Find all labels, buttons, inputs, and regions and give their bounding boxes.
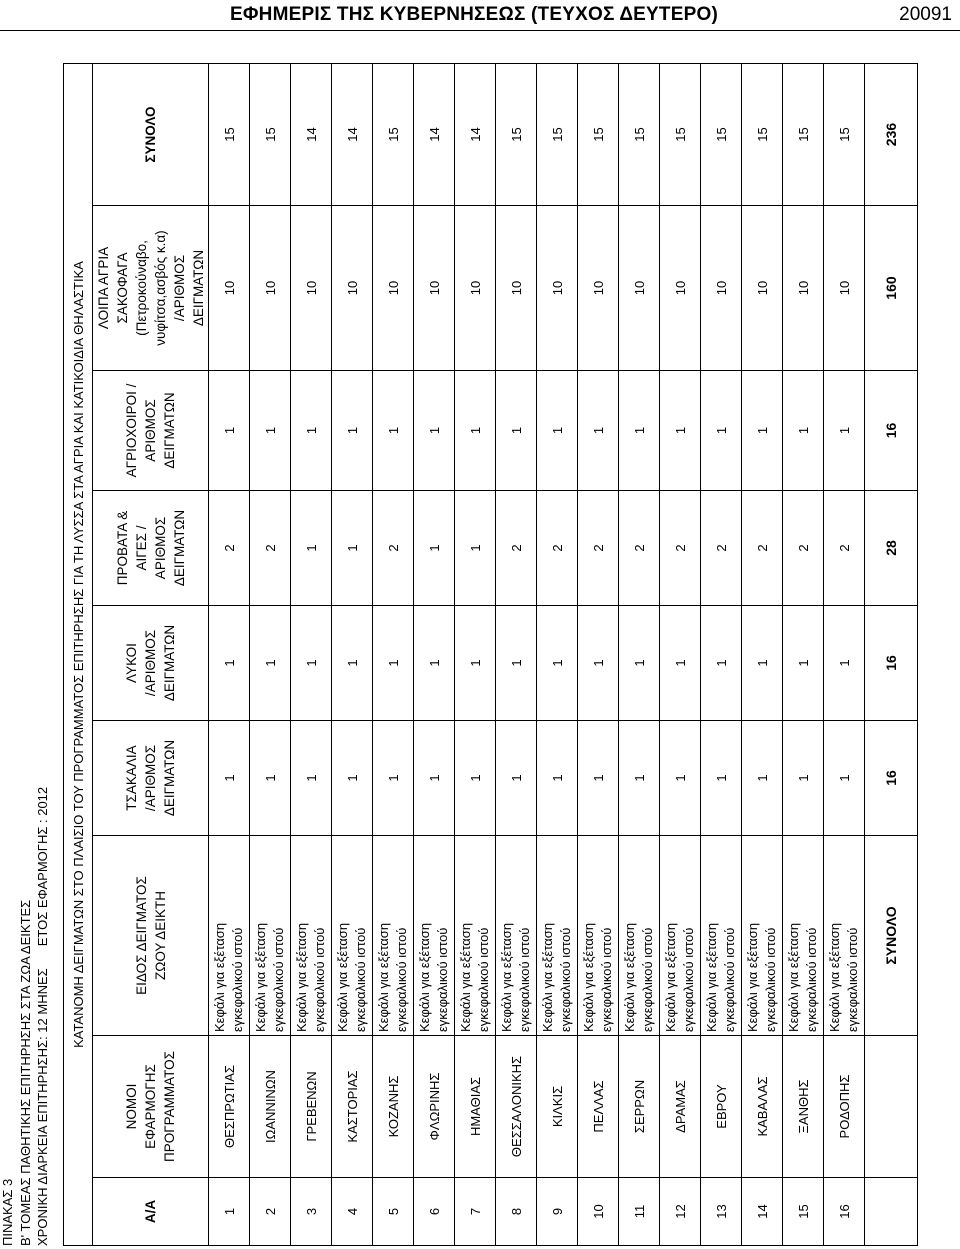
sample-type-line1: Κεφάλι για εξέταση bbox=[417, 922, 432, 1032]
cell-aa: 14 bbox=[742, 1178, 783, 1246]
table-header-row bbox=[93, 64, 209, 1246]
cell-provata: 2 bbox=[619, 491, 660, 606]
table-row bbox=[783, 64, 824, 1246]
sample-type-line1: Κεφάλι για εξέταση bbox=[704, 922, 719, 1032]
sample-type-line2: εγκεφαλικού ιστού bbox=[353, 927, 368, 1032]
cell-tsakalia: 1 bbox=[537, 721, 578, 836]
table-totals-row bbox=[865, 64, 918, 1246]
cell-synolo: 15 bbox=[619, 64, 660, 206]
cell-agriochoiroi: 1 bbox=[209, 371, 250, 491]
table-row bbox=[660, 64, 701, 1246]
cell-lykoi: 1 bbox=[578, 606, 619, 721]
table-banner: ΚΑΤΑΝΟΜΗ ΔΕΙΓΜΑΤΩΝ ΣΤΟ ΠΛΑΙΣΙΟ ΤΟΥ ΠΡΟΓΡΑΜΜΑΤΟΣ ΕΠΙΤΗΡΗΣΗΣ ΓΙΑ ΤΗ ΛΥΣΣΑ ΣΤΑ ΑΓΡΙΑ ΚΑΙ ΚΑΤΙΚΟΙΔΙΑ ΘΗΛΑΣΤΙΚΑ bbox=[64, 64, 93, 1246]
totals-tsakalia: 16 bbox=[865, 721, 918, 836]
cell-tsakalia: 1 bbox=[414, 721, 455, 836]
sample-type-line1: Κεφάλι για εξέταση bbox=[499, 922, 514, 1032]
table-row bbox=[619, 64, 660, 1246]
cell-provata: 1 bbox=[291, 491, 332, 606]
cell-nomos: ΠΕΛΛΑΣ bbox=[578, 1036, 619, 1178]
cell-loipa: 10 bbox=[250, 206, 291, 371]
cell-agriochoiroi: 1 bbox=[250, 371, 291, 491]
cell-provata: 2 bbox=[537, 491, 578, 606]
cell-loipa: 10 bbox=[209, 206, 250, 371]
cell-provata: 2 bbox=[783, 491, 824, 606]
cell-agriochoiroi: 1 bbox=[537, 371, 578, 491]
cell-synolo: 14 bbox=[332, 64, 373, 206]
header-eidos: ΕΙΔΟΣ ΔΕΙΓΜΑΤΟΣ ΖΩΟΥ ΔΕΙΚΤΗ bbox=[93, 836, 209, 1036]
table-row bbox=[496, 64, 537, 1246]
table-row bbox=[414, 64, 455, 1246]
header-loipa: ΛΟΙΠΑ ΑΓΡΙΑ ΣΑΚΟΦΑΓΑ (Πετροκούναβο, νυφίτσα,ασβός κ.α) /ΑΡΙΘΜΟΣ ΔΕΙΓΜΑΤΩΝ bbox=[93, 206, 209, 371]
table-row bbox=[701, 64, 742, 1246]
cell-nomos: ΞΑΝΘΗΣ bbox=[783, 1036, 824, 1178]
sample-type-line2: εγκεφαλικού ιστού bbox=[517, 927, 532, 1032]
cell-synolo: 15 bbox=[209, 64, 250, 206]
gazette-header bbox=[0, 0, 960, 31]
cell-agriochoiroi: 1 bbox=[742, 371, 783, 491]
cell-aa: 1 bbox=[209, 1178, 250, 1246]
cell-sample-type bbox=[250, 836, 291, 1036]
cell-tsakalia: 1 bbox=[455, 721, 496, 836]
sample-type-line1: Κεφάλι για εξέταση bbox=[376, 922, 391, 1032]
cell-aa: 15 bbox=[783, 1178, 824, 1246]
table-row bbox=[373, 64, 414, 1246]
cell-tsakalia: 1 bbox=[332, 721, 373, 836]
cell-nomos: ΚΑΣΤΟΡΙΑΣ bbox=[332, 1036, 373, 1178]
cell-tsakalia: 1 bbox=[619, 721, 660, 836]
sample-type-line2: εγκεφαλικού ιστού bbox=[599, 927, 614, 1032]
cell-lykoi: 1 bbox=[537, 606, 578, 721]
cell-aa: 12 bbox=[660, 1178, 701, 1246]
sample-type-line1: Κεφάλι για εξέταση bbox=[294, 922, 309, 1032]
cell-provata: 2 bbox=[742, 491, 783, 606]
cell-agriochoiroi: 1 bbox=[783, 371, 824, 491]
table-caption-duration: ΧΡΟΝΙΚΗ ΔΙΑΡΚΕΙΑ ΕΠΙΤΗΡΗΣΗΣ: 12 ΜΗΝΕΣΕΤΟΣ ΕΦΑΡΜΟΓΗΣ : 2012 bbox=[35, 786, 50, 1246]
cell-agriochoiroi: 1 bbox=[660, 371, 701, 491]
sample-type-line1: Κεφάλι για εξέταση bbox=[663, 922, 678, 1032]
cell-lykoi: 1 bbox=[660, 606, 701, 721]
totals-synolo: 236 bbox=[865, 64, 918, 206]
cell-loipa: 10 bbox=[537, 206, 578, 371]
cell-tsakalia: 1 bbox=[742, 721, 783, 836]
cell-provata: 1 bbox=[332, 491, 373, 606]
cell-tsakalia: 1 bbox=[291, 721, 332, 836]
table-row bbox=[291, 64, 332, 1246]
sample-type-line2: εγκεφαλικού ιστού bbox=[640, 927, 655, 1032]
sample-type-line2: εγκεφαλικού ιστού bbox=[763, 927, 778, 1032]
sample-type-line1: Κεφάλι για εξέταση bbox=[335, 922, 350, 1032]
cell-synolo: 15 bbox=[660, 64, 701, 206]
table-body bbox=[209, 64, 865, 1246]
sample-type-line2: εγκεφαλικού ιστού bbox=[722, 927, 737, 1032]
cell-aa: 5 bbox=[373, 1178, 414, 1246]
table-row bbox=[537, 64, 578, 1246]
cell-loipa: 10 bbox=[291, 206, 332, 371]
totals-label: ΣΥΝΟΛΟ bbox=[865, 836, 918, 1036]
cell-loipa: 10 bbox=[373, 206, 414, 371]
cell-nomos: ΕΒΡΟΥ bbox=[701, 1036, 742, 1178]
cell-nomos: ΚΟΖΑΝΗΣ bbox=[373, 1036, 414, 1178]
sample-type-line1: Κεφάλι για εξέταση bbox=[622, 922, 637, 1032]
cell-agriochoiroi: 1 bbox=[373, 371, 414, 491]
cell-lykoi: 1 bbox=[824, 606, 865, 721]
cell-agriochoiroi: 1 bbox=[824, 371, 865, 491]
sample-type-line1: Κεφάλι για εξέταση bbox=[581, 922, 596, 1032]
cell-loipa: 10 bbox=[619, 206, 660, 371]
cell-loipa: 10 bbox=[578, 206, 619, 371]
cell-synolo: 15 bbox=[496, 64, 537, 206]
cell-sample-type bbox=[414, 836, 455, 1036]
totals-agriochoiroi: 16 bbox=[865, 371, 918, 491]
sample-type-line1: Κεφάλι για εξέταση bbox=[786, 922, 801, 1032]
header-agriochoiroi: ΑΓΡΙΟΧΟΙΡΟΙ / ΑΡΙΘΜΟΣ ΔΕΙΓΜΑΤΩΝ bbox=[93, 371, 209, 491]
cell-nomos: ΣΕΡΡΩΝ bbox=[619, 1036, 660, 1178]
sample-type-line2: εγκεφαλικού ιστού bbox=[804, 927, 819, 1032]
cell-lykoi: 1 bbox=[250, 606, 291, 721]
cell-lykoi: 1 bbox=[332, 606, 373, 721]
sample-type-line1: Κεφάλι για εξέταση bbox=[540, 922, 555, 1032]
cell-provata: 2 bbox=[578, 491, 619, 606]
cell-synolo: 15 bbox=[824, 64, 865, 206]
cell-synolo: 15 bbox=[742, 64, 783, 206]
cell-provata: 2 bbox=[824, 491, 865, 606]
cell-aa: 11 bbox=[619, 1178, 660, 1246]
cell-aa: 10 bbox=[578, 1178, 619, 1246]
cell-synolo: 15 bbox=[373, 64, 414, 206]
cell-synolo: 14 bbox=[414, 64, 455, 206]
cell-agriochoiroi: 1 bbox=[332, 371, 373, 491]
cell-lykoi: 1 bbox=[783, 606, 824, 721]
totals-provata: 28 bbox=[865, 491, 918, 606]
cell-provata: 1 bbox=[455, 491, 496, 606]
header-nomoi: ΝΟΜΟΙ ΕΦΑΡΜΟΓΗΣ ΠΡΟΓΡΑΜΜΑΤΟΣ bbox=[93, 1036, 209, 1178]
cell-lykoi: 1 bbox=[701, 606, 742, 721]
cell-synolo: 15 bbox=[537, 64, 578, 206]
cell-aa: 4 bbox=[332, 1178, 373, 1246]
cell-tsakalia: 1 bbox=[496, 721, 537, 836]
totals-empty-cell bbox=[865, 1178, 918, 1246]
cell-aa: 13 bbox=[701, 1178, 742, 1246]
cell-aa: 7 bbox=[455, 1178, 496, 1246]
totals-empty-cell bbox=[865, 1036, 918, 1178]
cell-lykoi: 1 bbox=[373, 606, 414, 721]
cell-lykoi: 1 bbox=[291, 606, 332, 721]
cell-agriochoiroi: 1 bbox=[414, 371, 455, 491]
sample-type-line2: εγκεφαλικού ιστού bbox=[558, 927, 573, 1032]
cell-nomos: ΘΕΣΣΑΛΟΝΙΚΗΣ bbox=[496, 1036, 537, 1178]
cell-aa: 8 bbox=[496, 1178, 537, 1246]
header-provata: ΠΡΟΒΑΤΑ & ΑΙΓΕΣ / ΑΡΙΘΜΟΣ ΔΕΙΓΜΑΤΩΝ bbox=[93, 491, 209, 606]
cell-sample-type bbox=[209, 836, 250, 1036]
totals-loipa: 160 bbox=[865, 206, 918, 371]
cell-nomos: ΙΩΑΝΝΙΝΩΝ bbox=[250, 1036, 291, 1178]
table-row bbox=[250, 64, 291, 1246]
sample-type-line2: εγκεφαλικού ιστού bbox=[845, 927, 860, 1032]
table-row bbox=[332, 64, 373, 1246]
header-lykoi: ΛΥΚΟΙ /ΑΡΙΘΜΟΣ ΔΕΙΓΜΑΤΩΝ bbox=[93, 606, 209, 721]
table-caption-title: ΠΙΝΑΚΑΣ 3 bbox=[0, 1178, 15, 1246]
cell-provata: 2 bbox=[250, 491, 291, 606]
cell-sample-type bbox=[332, 836, 373, 1036]
sample-type-line2: εγκεφαλικού ιστού bbox=[681, 927, 696, 1032]
table-row bbox=[824, 64, 865, 1246]
cell-tsakalia: 1 bbox=[578, 721, 619, 836]
cell-synolo: 14 bbox=[455, 64, 496, 206]
cell-agriochoiroi: 1 bbox=[578, 371, 619, 491]
table-row bbox=[578, 64, 619, 1246]
table-caption-sector: Β' ΤΟΜΕΑΣ ΠΑΘΗΤΙΚΗΣ ΕΠΙΤΗΡΗΣΗΣ ΣΤΑ ΖΩΑ ΔΕΙΚΤΕΣ bbox=[18, 899, 33, 1246]
cell-aa: 2 bbox=[250, 1178, 291, 1246]
cell-loipa: 10 bbox=[455, 206, 496, 371]
totals-lykoi: 16 bbox=[865, 606, 918, 721]
gazette-title: ΕΦΗΜΕΡΙΣ ΤΗΣ ΚΥΒΕΡΝΗΣΕΩΣ (ΤΕΥΧΟΣ ΔΕΥΤΕΡΟ) bbox=[230, 4, 718, 25]
table-row bbox=[455, 64, 496, 1246]
cell-lykoi: 1 bbox=[619, 606, 660, 721]
cell-sample-type bbox=[537, 836, 578, 1036]
cell-lykoi: 1 bbox=[209, 606, 250, 721]
cell-aa: 16 bbox=[824, 1178, 865, 1246]
cell-sample-type bbox=[619, 836, 660, 1036]
cell-synolo: 15 bbox=[783, 64, 824, 206]
cell-provata: 2 bbox=[209, 491, 250, 606]
cell-aa: 6 bbox=[414, 1178, 455, 1246]
cell-aa: 9 bbox=[537, 1178, 578, 1246]
cell-agriochoiroi: 1 bbox=[701, 371, 742, 491]
cell-agriochoiroi: 1 bbox=[496, 371, 537, 491]
sample-type-line2: εγκεφαλικού ιστού bbox=[271, 927, 286, 1032]
cell-agriochoiroi: 1 bbox=[455, 371, 496, 491]
cell-nomos: ΘΕΣΠΡΩΤΙΑΣ bbox=[209, 1036, 250, 1178]
cell-tsakalia: 1 bbox=[209, 721, 250, 836]
cell-provata: 1 bbox=[414, 491, 455, 606]
cell-tsakalia: 1 bbox=[824, 721, 865, 836]
sample-type-line1: Κεφάλι για εξέταση bbox=[745, 922, 760, 1032]
cell-synolo: 14 bbox=[291, 64, 332, 206]
sample-type-line2: εγκεφαλικού ιστού bbox=[435, 927, 450, 1032]
cell-sample-type bbox=[455, 836, 496, 1036]
cell-sample-type bbox=[578, 836, 619, 1036]
sample-type-line2: εγκεφαλικού ιστού bbox=[394, 927, 409, 1032]
cell-loipa: 10 bbox=[783, 206, 824, 371]
sample-type-line2: εγκεφαλικού ιστού bbox=[312, 927, 327, 1032]
cell-loipa: 10 bbox=[332, 206, 373, 371]
cell-nomos: ΦΛΩΡΙΝΗΣ bbox=[414, 1036, 455, 1178]
cell-synolo: 15 bbox=[250, 64, 291, 206]
cell-sample-type bbox=[701, 836, 742, 1036]
cell-provata: 2 bbox=[373, 491, 414, 606]
sample-type-line1: Κεφάλι για εξέταση bbox=[212, 922, 227, 1032]
cell-tsakalia: 1 bbox=[660, 721, 701, 836]
cell-loipa: 10 bbox=[660, 206, 701, 371]
sample-type-line1: Κεφάλι για εξέταση bbox=[253, 922, 268, 1032]
rotated-table-page bbox=[0, 34, 960, 1249]
cell-agriochoiroi: 1 bbox=[291, 371, 332, 491]
cell-sample-type bbox=[824, 836, 865, 1036]
sampling-distribution-table bbox=[63, 63, 918, 1246]
cell-loipa: 10 bbox=[824, 206, 865, 371]
sample-type-line2: εγκεφαλικού ιστού bbox=[476, 927, 491, 1032]
cell-lykoi: 1 bbox=[414, 606, 455, 721]
cell-provata: 2 bbox=[660, 491, 701, 606]
cell-tsakalia: 1 bbox=[701, 721, 742, 836]
cell-tsakalia: 1 bbox=[250, 721, 291, 836]
sample-type-line2: εγκεφαλικού ιστού bbox=[230, 927, 245, 1032]
cell-provata: 2 bbox=[701, 491, 742, 606]
cell-loipa: 10 bbox=[496, 206, 537, 371]
cell-sample-type bbox=[373, 836, 414, 1036]
header-aa: Α/Α bbox=[93, 1178, 209, 1246]
table-row bbox=[742, 64, 783, 1246]
cell-tsakalia: 1 bbox=[373, 721, 414, 836]
cell-tsakalia: 1 bbox=[783, 721, 824, 836]
cell-nomos: ΓΡΕΒΕΝΩΝ bbox=[291, 1036, 332, 1178]
cell-sample-type bbox=[291, 836, 332, 1036]
cell-synolo: 15 bbox=[701, 64, 742, 206]
sample-type-line1: Κεφάλι για εξέταση bbox=[827, 922, 842, 1032]
cell-agriochoiroi: 1 bbox=[619, 371, 660, 491]
cell-loipa: 10 bbox=[742, 206, 783, 371]
cell-nomos: ΡΟΔΟΠΗΣ bbox=[824, 1036, 865, 1178]
cell-nomos: ΚΑΒΑΛΑΣ bbox=[742, 1036, 783, 1178]
cell-aa: 3 bbox=[291, 1178, 332, 1246]
cell-synolo: 15 bbox=[578, 64, 619, 206]
cell-nomos: ΚΙΛΚΙΣ bbox=[537, 1036, 578, 1178]
cell-provata: 2 bbox=[496, 491, 537, 606]
cell-nomos: ΗΜΑΘΙΑΣ bbox=[455, 1036, 496, 1178]
cell-lykoi: 1 bbox=[455, 606, 496, 721]
cell-sample-type bbox=[496, 836, 537, 1036]
cell-sample-type bbox=[660, 836, 701, 1036]
page-number: 20091 bbox=[899, 4, 952, 25]
cell-nomos: ΔΡΑΜΑΣ bbox=[660, 1036, 701, 1178]
table-row bbox=[209, 64, 250, 1246]
sample-type-line1: Κεφάλι για εξέταση bbox=[458, 922, 473, 1032]
cell-sample-type bbox=[742, 836, 783, 1036]
cell-loipa: 10 bbox=[414, 206, 455, 371]
cell-lykoi: 1 bbox=[496, 606, 537, 721]
header-synolo: ΣΥΝΟΛΟ bbox=[93, 64, 209, 206]
header-tsakalia: ΤΣΑΚΑΛΙΑ /ΑΡΙΘΜΟΣ ΔΕΙΓΜΑΤΩΝ bbox=[93, 721, 209, 836]
cell-loipa: 10 bbox=[701, 206, 742, 371]
cell-sample-type bbox=[783, 836, 824, 1036]
cell-lykoi: 1 bbox=[742, 606, 783, 721]
